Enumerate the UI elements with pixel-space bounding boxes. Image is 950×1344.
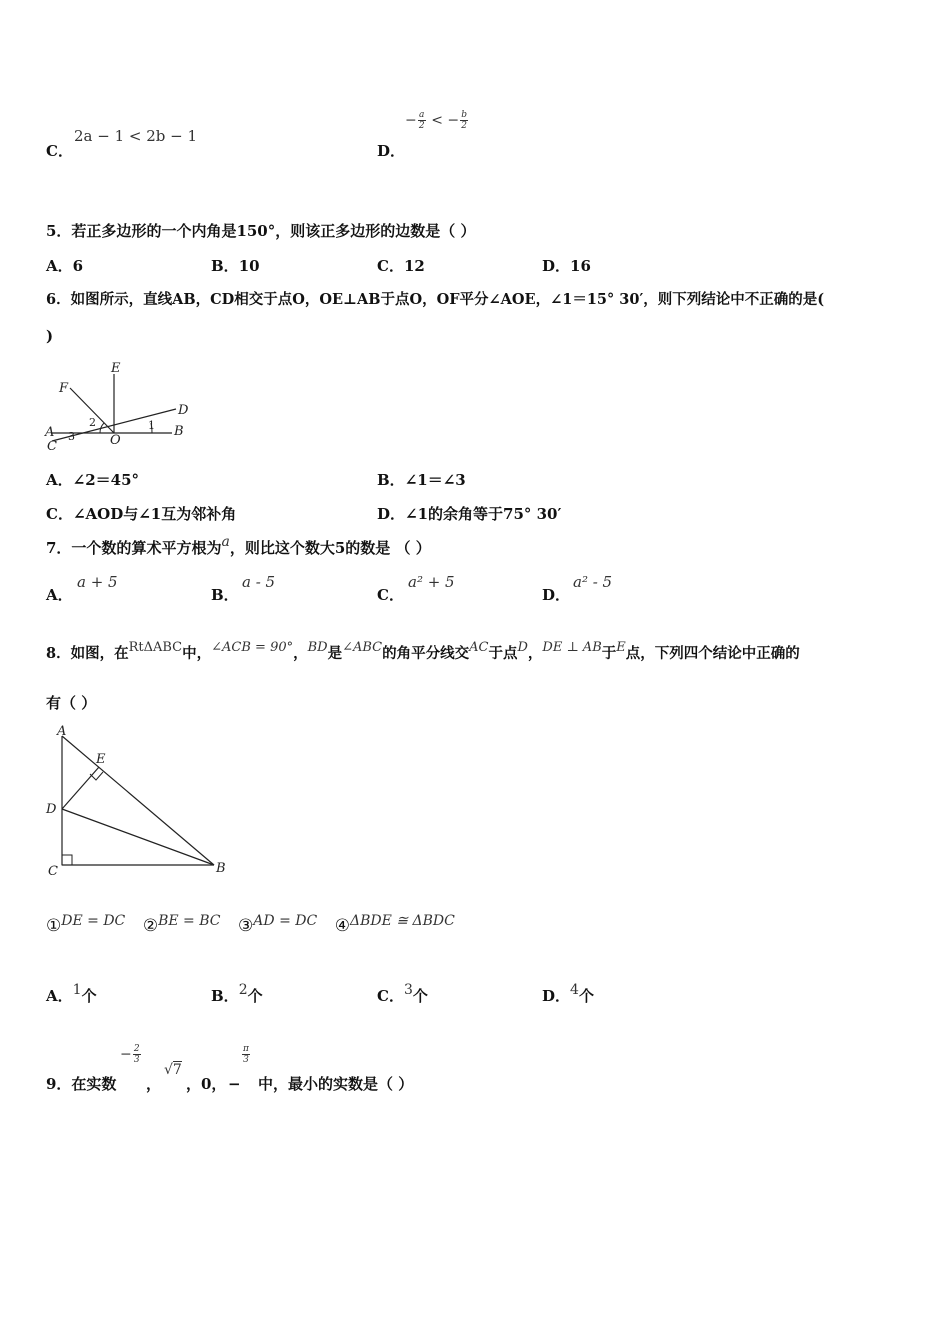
q5-stem: 5．若正多边形的一个内角是150°，则该正多边形的边数是（ ） xyxy=(46,222,476,240)
q6-label-d: D xyxy=(178,403,189,418)
q9-sep1: ， xyxy=(146,1075,162,1093)
q8-figure xyxy=(44,722,234,882)
q9-frac-neg-2-3: − $\frac{2}{3}$ xyxy=(120,1044,140,1065)
q7-option-b-math: a - 5 xyxy=(242,573,276,591)
q6-label-c: C xyxy=(47,439,57,454)
q8-stem-line1: 8．如图，在RtΔABC中，∠ACB = 90°，BD是∠ABC的角平分线交AC于点D，DE ⊥ AB于E点，下列四个结论中正确的 xyxy=(46,640,800,662)
q6-label-2: 2 xyxy=(89,416,96,429)
q6-option-d[interactable]: D．∠1的余角等于75° 30′ xyxy=(377,505,562,523)
q8-option-b[interactable]: B．2个 xyxy=(211,982,263,1005)
q9-sqrt-7: √7 xyxy=(164,1062,182,1078)
q8-label-c: C xyxy=(48,864,58,879)
q8-label-d: D xyxy=(46,802,57,817)
q6-option-b[interactable]: B．∠1＝∠3 xyxy=(377,471,466,489)
q8-label-e: E xyxy=(96,752,106,767)
q7-stem: 7．一个数的算术平方根为a，则比这个数大5的数是 （ ） xyxy=(46,534,431,557)
q6-label-e: E xyxy=(111,361,121,376)
q9-minus: − xyxy=(228,1075,241,1093)
q6-option-a[interactable]: A．∠2＝45° xyxy=(46,471,140,489)
q9-stem-post: 中，最小的实数是（ ） xyxy=(258,1075,414,1093)
q6-option-c[interactable]: C．∠AOD与∠1互为邻补角 xyxy=(46,505,237,523)
q7-option-d[interactable]: D． xyxy=(542,586,571,604)
q7-option-a-math: a + 5 xyxy=(77,573,118,591)
q8-label-a: A xyxy=(57,724,67,739)
q6-label-a: A xyxy=(45,425,55,440)
q9-frac-pi-3: $\frac{\pi}{3}$ xyxy=(243,1044,249,1065)
q5-option-c[interactable]: C．12 xyxy=(377,257,425,275)
q6-stem-line1: 6．如图所示，直线AB，CD相交于点O，OE⊥AB于点O，OF平分∠AOE，∠1＝15° 30′，则下列结论中不正确的是( xyxy=(46,291,825,308)
q6-label-1: 1 xyxy=(148,419,155,432)
q4-option-d-label[interactable]: D． xyxy=(377,142,406,160)
q6-label-3: 3 xyxy=(68,430,75,443)
q7-option-c[interactable]: C． xyxy=(377,586,404,604)
q4-option-d-math: − $\frac{a}{2}$ < − $\frac{b}{2}$ xyxy=(405,110,467,131)
q5-option-b[interactable]: B．10 xyxy=(211,257,260,275)
q6-label-f: F xyxy=(59,381,69,396)
q8-option-d[interactable]: D．4个 xyxy=(542,982,594,1005)
q8-label-b: B xyxy=(216,861,226,876)
q8-option-a[interactable]: A．1个 xyxy=(46,982,97,1005)
q8-option-c[interactable]: C．3个 xyxy=(377,982,428,1005)
q9-sep2: ，0， xyxy=(186,1075,227,1093)
q6-stem-line2: ) xyxy=(46,327,54,345)
q7-option-d-math: a² - 5 xyxy=(573,573,613,591)
q4-option-c-label[interactable]: C． xyxy=(46,142,73,160)
q5-option-d[interactable]: D．16 xyxy=(542,257,591,275)
q6-figure xyxy=(44,360,194,455)
q7-option-a[interactable]: A． xyxy=(46,586,73,604)
q7-option-b[interactable]: B． xyxy=(211,586,239,604)
q6-label-o: O xyxy=(110,433,121,448)
q8-stem-line2: 有（ ） xyxy=(46,694,97,712)
q4-option-c-math: 2a − 1 < 2b − 1 xyxy=(74,127,198,145)
q9-stem-pre: 9．在实数 xyxy=(46,1075,117,1093)
q5-option-a[interactable]: A．6 xyxy=(46,257,84,275)
q7-option-c-math: a² + 5 xyxy=(408,573,455,591)
q8-statements: ①DE = DC ②BE = BC ③AD = DC ④ΔBDE ≅ ΔBDC xyxy=(46,913,455,936)
q6-label-b: B xyxy=(174,424,184,439)
